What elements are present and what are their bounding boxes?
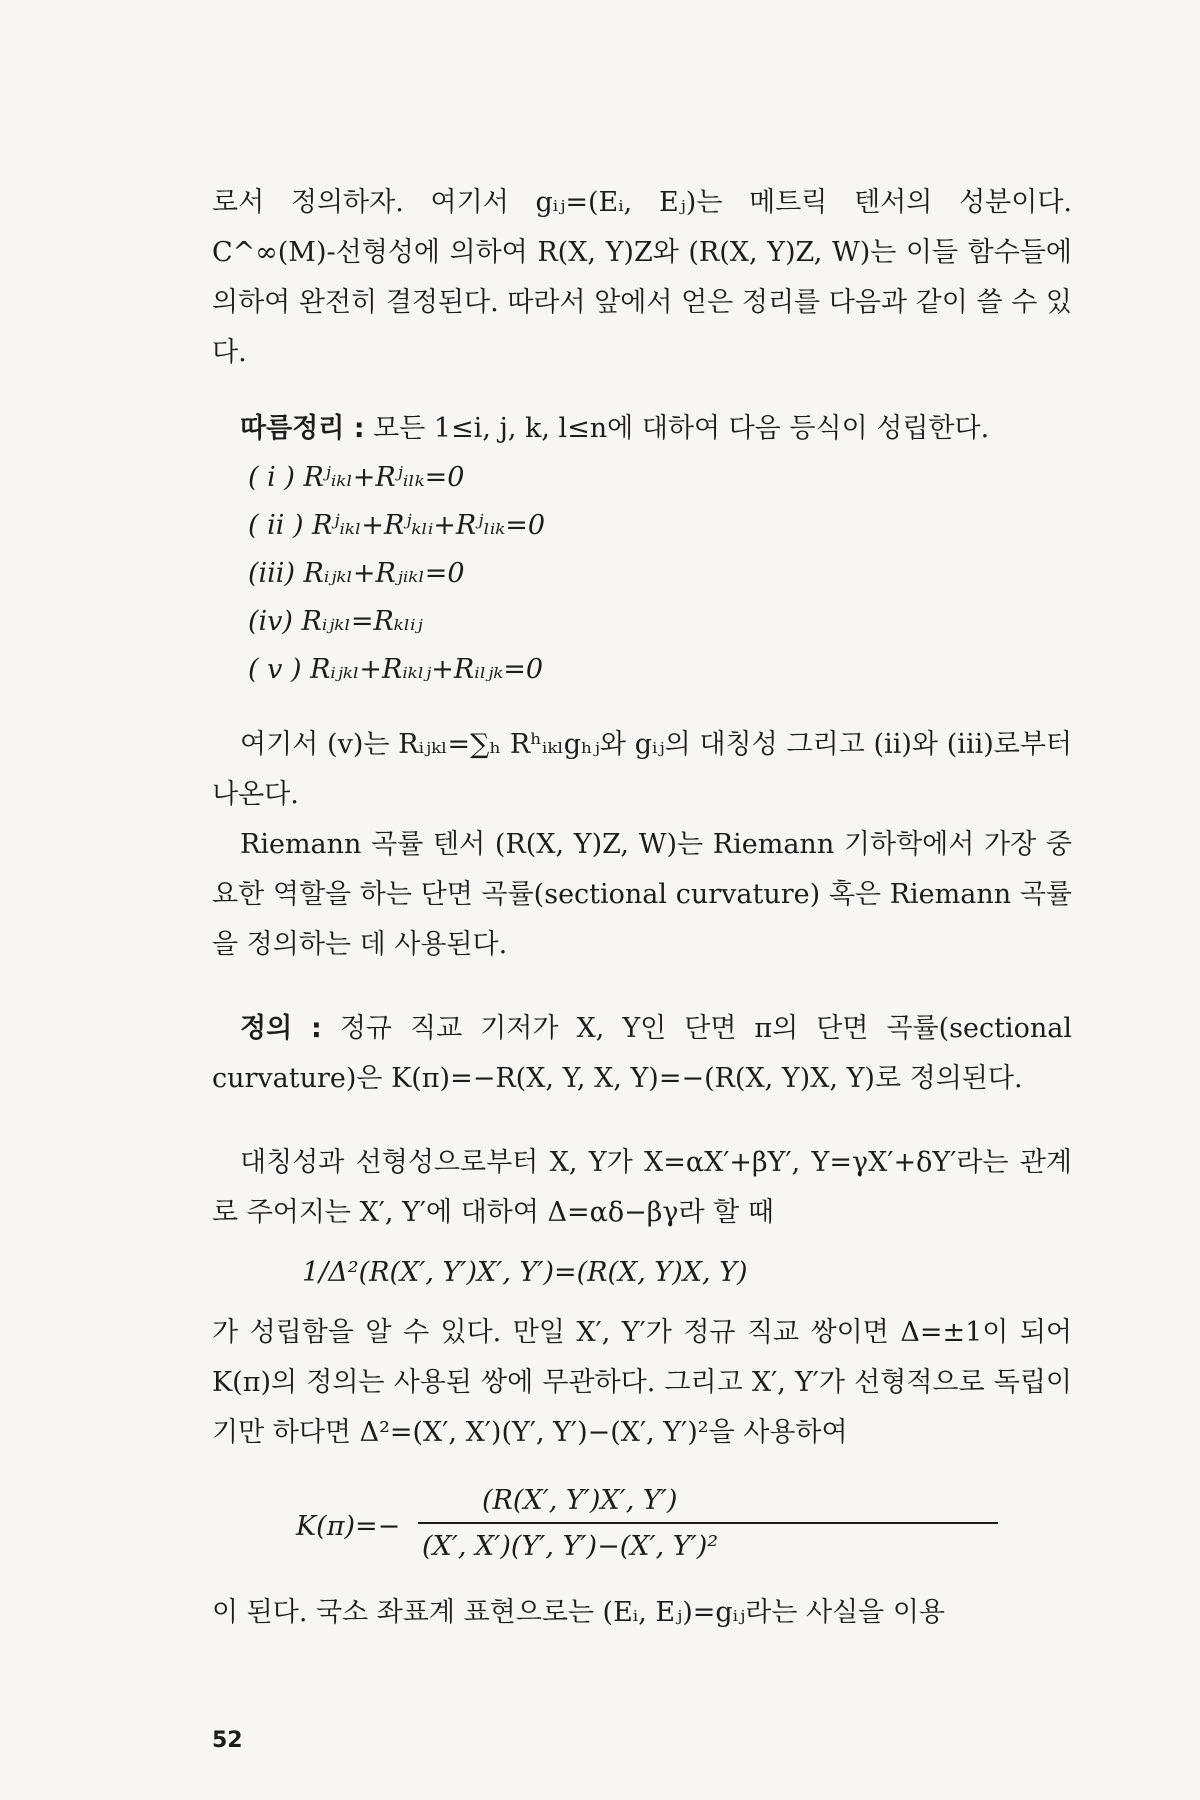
- page-body: [212, 178, 1072, 1638]
- fraction-numerator: (R(X′, Y′)X′, Y′): [482, 1485, 678, 1516]
- equation-delta: 1/Δ²(R(X′, Y′)X′, Y′)=(R(X, Y)X, Y): [302, 1257, 748, 1288]
- corollary-label: 따름정리 :: [240, 413, 365, 444]
- definition-text: 정규 직교 기저가 X, Y인 단면 π의 단면 곡률(sectional curvature)은 K(π)=−R(X, Y, X, Y)=−(R(X, Y)X, Y)로 정의된다.: [212, 1013, 1072, 1094]
- fraction-denominator: (X′, X′)(Y′, Y′)−(X′, Y′)²: [422, 1531, 719, 1562]
- equation-sectional-curvature: [212, 1476, 1072, 1576]
- definition: [212, 1004, 1072, 1104]
- identity-item: ( i ) Rʲᵢₖₗ+Rʲᵢₗₖ=0: [248, 462, 465, 493]
- paragraph-local-coordinates: 이 된다. 국소 좌표계 표현으로는 (Eᵢ, Eⱼ)=gᵢⱼ라는 사실을 이용: [212, 1597, 945, 1628]
- corollary: [212, 404, 1072, 454]
- identity-item: ( ii ) Rʲᵢₖₗ+Rʲₖₗᵢ+Rʲₗᵢₖ=0: [248, 510, 546, 541]
- identity-item: (iv) Rᵢⱼₖₗ=Rₖₗᵢⱼ: [248, 606, 423, 637]
- paragraph-symmetry: 여기서 (v)는 Rᵢⱼₖₗ=∑ₕ Rʰᵢₖₗgₕⱼ와 gᵢⱼ의 대칭성 그리고 (ii)와 (iii)로부터 나온다.: [212, 729, 1072, 810]
- identity-item: ( v ) Rᵢⱼₖₗ+Rᵢₖₗⱼ+Rᵢₗⱼₖ=0: [248, 654, 543, 685]
- equation-lhs: K(π)=−: [296, 1511, 401, 1542]
- page-number: 52: [212, 1728, 243, 1753]
- identity-list: [212, 454, 1072, 694]
- paragraph-independence: 가 성립함을 알 수 있다. 만일 X′, Y′가 정규 직교 쌍이면 Δ=±1이 되어 K(π)의 정의는 사용된 쌍에 무관하다. 그리고 X′, Y′가 선형적으로 독립이기만 하다면 Δ²=(X′, X′)(Y′, Y′)−(X′, Y′)²을 사용하여: [212, 1317, 1072, 1448]
- corollary-text: 모든 1≤i, j, k, l≤n에 대하여 다음 등식이 성립한다.: [373, 413, 990, 444]
- paragraph-riemann: Riemann 곡률 텐서 (R(X, Y)Z, W)는 Riemann 기하학에서 가장 중요한 역할을 하는 단면 곡률(sectional curvature) 혹은 Riemann 곡률을 정의하는 데 사용된다.: [212, 829, 1072, 960]
- paragraph-linearity: 대칭성과 선형성으로부터 X, Y가 X=αX′+βY′, Y=γX′+δY′라는 관계로 주어지는 X′, Y′에 대하여 Δ=αδ−βγ라 할 때: [212, 1147, 1072, 1228]
- definition-label: 정의 :: [240, 1013, 322, 1044]
- identity-item: (iii) Rᵢⱼₖₗ+Rⱼᵢₖₗ=0: [248, 558, 465, 589]
- paragraph-intro: 로서 정의하자. 여기서 gᵢⱼ=(Eᵢ, Eⱼ)는 메트릭 텐서의 성분이다. C^∞(M)-선형성에 의하여 R(X, Y)Z와 (R(X, Y)Z, W)는 이들 함수들에 의하여 완전히 결정된다. 따라서 앞에서 얻은 정리를 다음과 같이 쓸 수 있다.: [212, 187, 1072, 368]
